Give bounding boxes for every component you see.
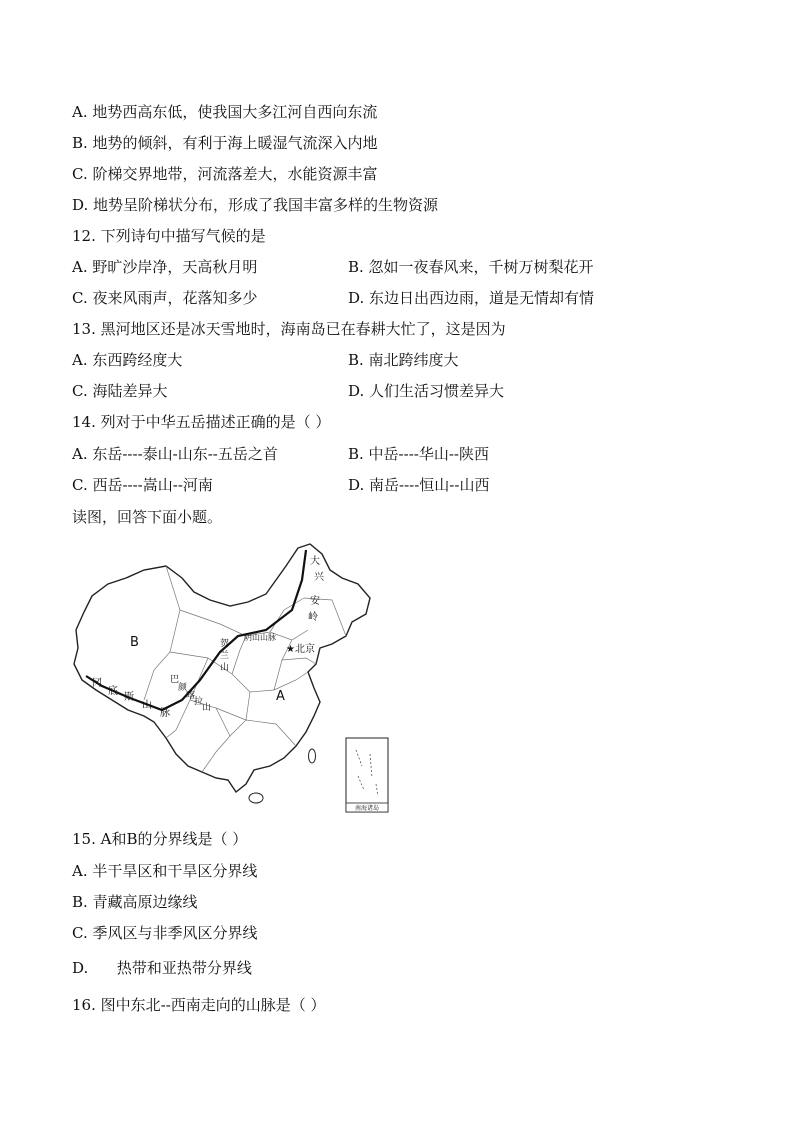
gangdise-char-5: 脉 — [160, 708, 170, 719]
helan-char-1: 贺 — [220, 639, 230, 649]
q13-option-d: D. 人们生活习惯差异大 — [348, 382, 505, 400]
q13-option-c: C. 海陆差异大 — [72, 382, 168, 400]
bayan-char-3: 喀 — [186, 691, 196, 701]
hainan-island — [249, 793, 263, 803]
bayan-char-4: 拉 — [194, 697, 204, 707]
daxing-char-1: 大 — [310, 556, 320, 567]
q12-option-d: D. 东边日出西边雨，道是无情却有情 — [348, 289, 595, 307]
bayan-char-1: 巴 — [170, 675, 180, 685]
region-a-label: A — [276, 689, 285, 704]
china-map — [70, 540, 392, 816]
q15-option-a: A. 半干旱区和干旱区分界线 — [72, 862, 258, 880]
gangdise-char-2: 底 — [108, 686, 118, 697]
q15-option-d: D. 热带和亚热带分界线 — [72, 959, 252, 977]
daxing-char-3: 安 — [310, 596, 320, 607]
boundary-line — [86, 550, 306, 710]
helan-char-2: 兰 — [220, 651, 230, 661]
helan-char-3: 山 — [220, 663, 230, 673]
q11-option-d: D. 地势呈阶梯状分布，形成了我国丰富多样的生物资源 — [72, 196, 439, 214]
nanhai-label: 南海诸岛 — [354, 805, 380, 812]
q14-option-b: B. 中岳----华山--陕西 — [348, 445, 489, 463]
q11-option-b: B. 地势的倾斜，有利于海上暖湿气流深入内地 — [72, 134, 378, 152]
south-sea-inset — [346, 738, 388, 812]
q15-option-b: B. 青藏高原边缘线 — [72, 893, 198, 911]
gangdise-char-4: 山 — [142, 700, 152, 711]
taiwan-island — [309, 749, 316, 763]
q13-option-b: B. 南北跨纬度大 — [348, 351, 459, 369]
daxing-char-4: 岭 — [308, 612, 318, 623]
bayan-char-2: 颜 — [178, 683, 188, 693]
q14-option-a: A. 东岳----泰山-山东--五岳之首 — [72, 445, 278, 463]
q12-stem: 12. 下列诗句中描写气候的是 — [72, 227, 266, 245]
gangdise-char-1: 冈 — [92, 678, 102, 689]
q16-stem: 16. 图中东北--西南走向的山脉是（ ） — [72, 996, 326, 1014]
q11-option-c: C. 阶梯交界地带，河流落差大，水能资源丰富 — [72, 165, 378, 183]
q13-stem: 13. 黑河地区还是冰天雪地时，海南岛已在春耕大忙了，这是因为 — [72, 320, 506, 338]
gangdise-char-3: 斯 — [124, 692, 134, 703]
bayan-char-5: 山 — [202, 703, 212, 713]
region-b-label: B — [130, 635, 139, 650]
yinshan-label: 阴山山脉 — [244, 633, 276, 642]
q12-option-b: B. 忽如一夜春风来，千树万树梨花开 — [348, 258, 594, 276]
q13-option-a: A. 东西跨经度大 — [72, 351, 183, 369]
q11-option-a: A. 地势西高东低，使我国大多江河自西向东流 — [72, 103, 378, 121]
q15-stem: 15. A和B的分界线是（ ） — [72, 830, 248, 848]
q12-option-c: C. 夜来风雨声，花落知多少 — [72, 289, 258, 307]
read-map-instruction: 读图，回答下面小题。 — [72, 508, 223, 526]
q12-option-a: A. 野旷沙岸净，天高秋月明 — [72, 258, 258, 276]
q14-stem: 14. 列对于中华五岳描述正确的是（ ） — [72, 413, 331, 431]
q14-option-d: D. 南岳----恒山--山西 — [348, 476, 490, 494]
beijing-label: ★北京 — [286, 644, 315, 655]
daxing-char-2: 兴 — [314, 572, 324, 583]
q15-option-c: C. 季风区与非季风区分界线 — [72, 924, 258, 942]
china-map-figure — [70, 540, 392, 816]
q14-option-c: C. 西岳----嵩山--河南 — [72, 476, 213, 494]
